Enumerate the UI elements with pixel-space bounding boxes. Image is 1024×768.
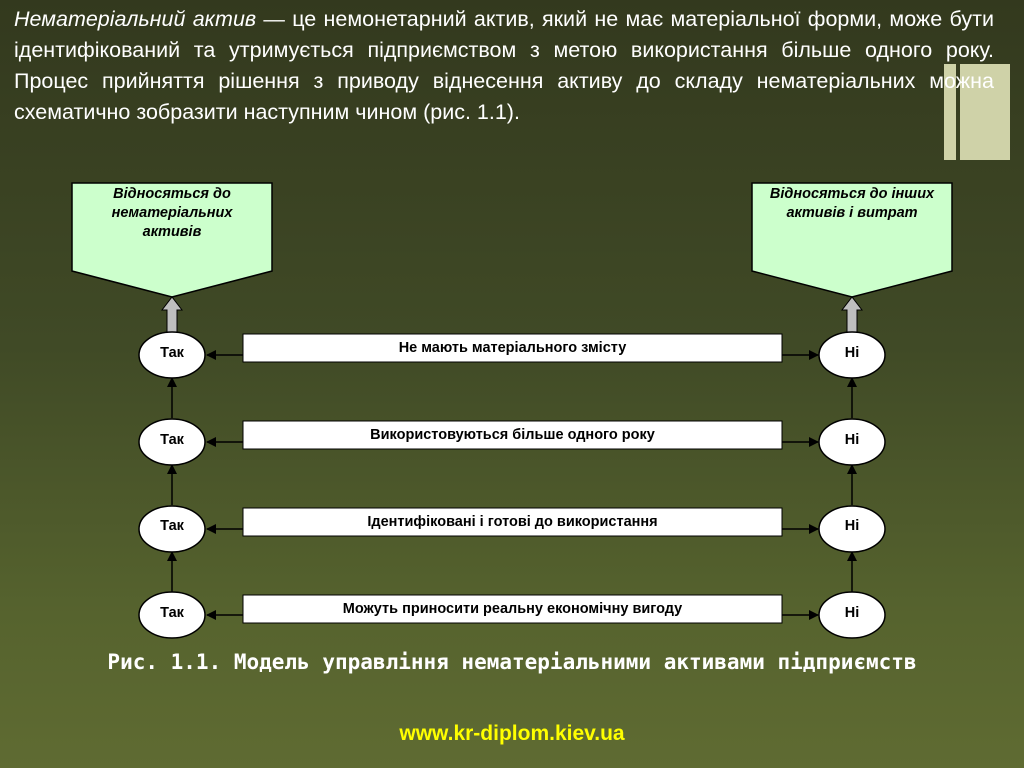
yes-label: Так bbox=[160, 518, 184, 534]
criterion-label: Не мають матеріального змісту bbox=[398, 340, 627, 356]
no-label: Ні bbox=[844, 605, 860, 621]
no-label: Ні bbox=[844, 432, 860, 448]
yes-label: Так bbox=[160, 345, 184, 361]
yes-label: Так bbox=[160, 432, 184, 448]
left-up-block-arrow bbox=[162, 297, 182, 334]
no-label: Ні bbox=[844, 345, 860, 361]
figure-caption: Рис. 1.1. Модель управління нематеріальними активами підприємств bbox=[107, 650, 917, 674]
website-link[interactable]: www.kr-diplom.kiev.ua bbox=[399, 722, 625, 745]
no-label: Ні bbox=[844, 518, 860, 534]
criterion-label: Можуть приносити реальну економічну вигоду bbox=[342, 601, 683, 617]
right-outcome-label: Відносяться до інших активів і витрат bbox=[769, 186, 935, 221]
intro-term: Нематеріальний актив bbox=[14, 7, 257, 31]
criterion-label: Використовуються більше одного року bbox=[370, 427, 655, 443]
yes-label: Так bbox=[160, 605, 184, 621]
left-outcome-label: Відносяться до нематеріальних активів bbox=[111, 186, 233, 240]
intro-text: — це немонетарний актив, який не має матеріальної форми, може бути ідентифікований та утримується підприємством з метою використання більше одного року. Процес прийняття рішення з приводу віднесення активу до складу нематеріальних можна схематично зобразити наступним чином (рис. 1.1). bbox=[14, 7, 994, 124]
right-up-block-arrow bbox=[842, 297, 862, 334]
criterion-label: Ідентифіковані і готові до використання bbox=[367, 514, 658, 530]
